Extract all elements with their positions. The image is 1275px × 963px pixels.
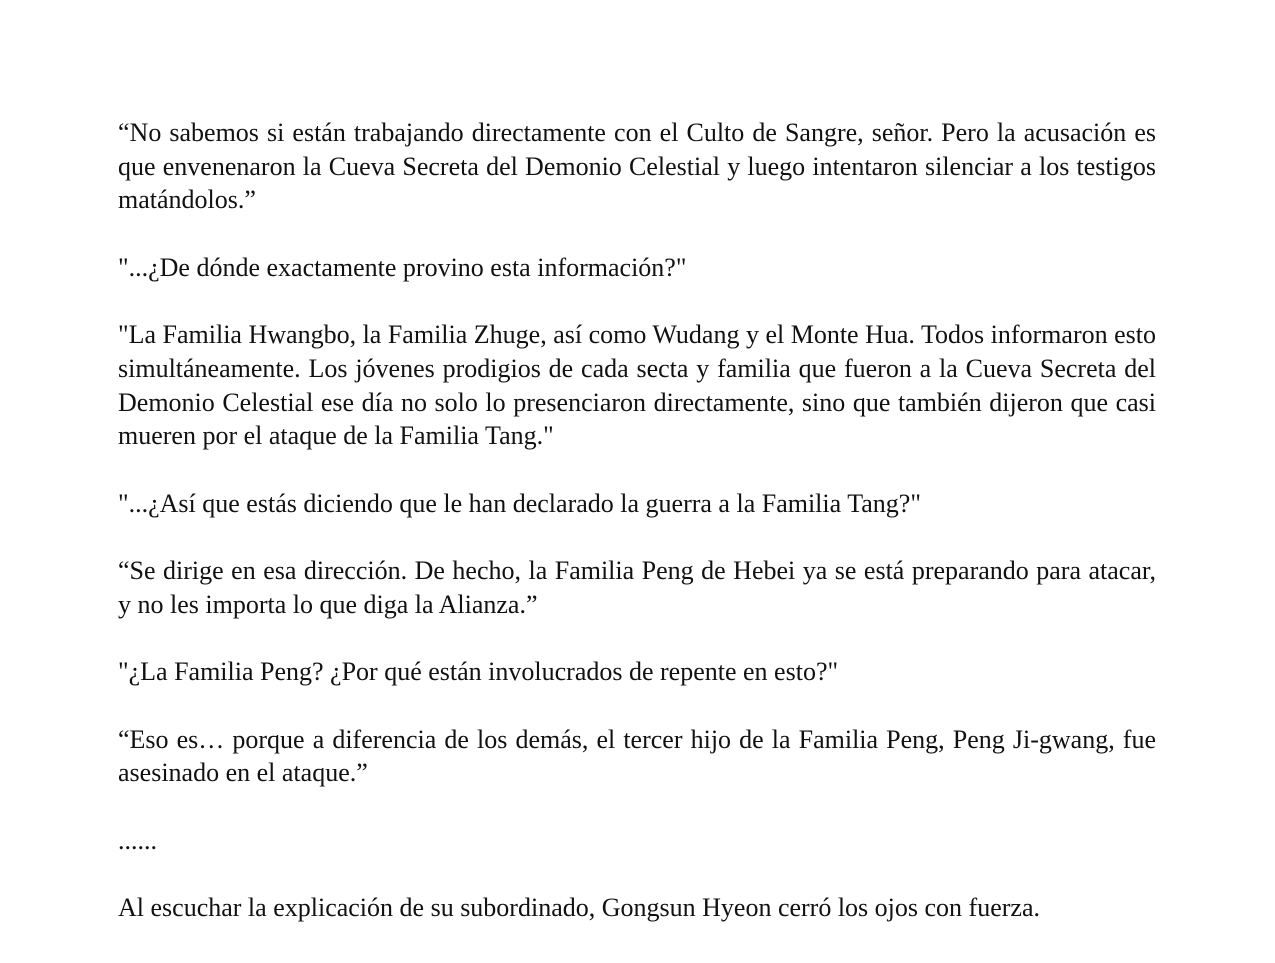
paragraph-2: "...¿De dónde exactamente provino esta información?"	[118, 252, 687, 282]
paragraph-5: “Se dirige en esa dirección. De hecho, la Familia Peng de Hebei ya se está preparando para atacar, y no les importa lo que diga la Alianza.”	[118, 556, 1156, 619]
paragraph-9: Al escuchar la explicación de su subordinado, Gongsun Hyeon cerró los ojos con fuerza.	[118, 893, 1040, 923]
paragraph-3: "La Familia Hwangbo, la Familia Zhuge, así como Wudang y el Monte Hua. Todos informaron esto simultáneamente. Los jóvenes prodigios de cada secta y familia que fueron a la Cueva Secreta del Demonio Celestial ese día no solo lo presenciaron directamente, sino que también dijeron que casi mueren por el ataque de la Familia Tang."	[118, 320, 1156, 451]
paragraph-8: ......	[118, 825, 157, 855]
document-body	[118, 116, 1156, 925]
paragraph-7: “Eso es… porque a diferencia de los demás, el tercer hijo de la Familia Peng, Peng Ji-gwang, fue asesinado en el ataque.”	[118, 724, 1156, 788]
paragraph-4: "...¿Así que estás diciendo que le han declarado la guerra a la Familia Tang?"	[118, 488, 921, 518]
paragraph-6: "¿La Familia Peng? ¿Por qué están involucrados de repente en esto?"	[118, 657, 839, 687]
paragraph-1: “No sabemos si están trabajando directamente con el Culto de Sangre, señor. Pero la acusación es que envenenaron la Cueva Secreta del Demonio Celestial y luego intentaron silenciar a los testigos matándolos.”	[118, 118, 1156, 215]
